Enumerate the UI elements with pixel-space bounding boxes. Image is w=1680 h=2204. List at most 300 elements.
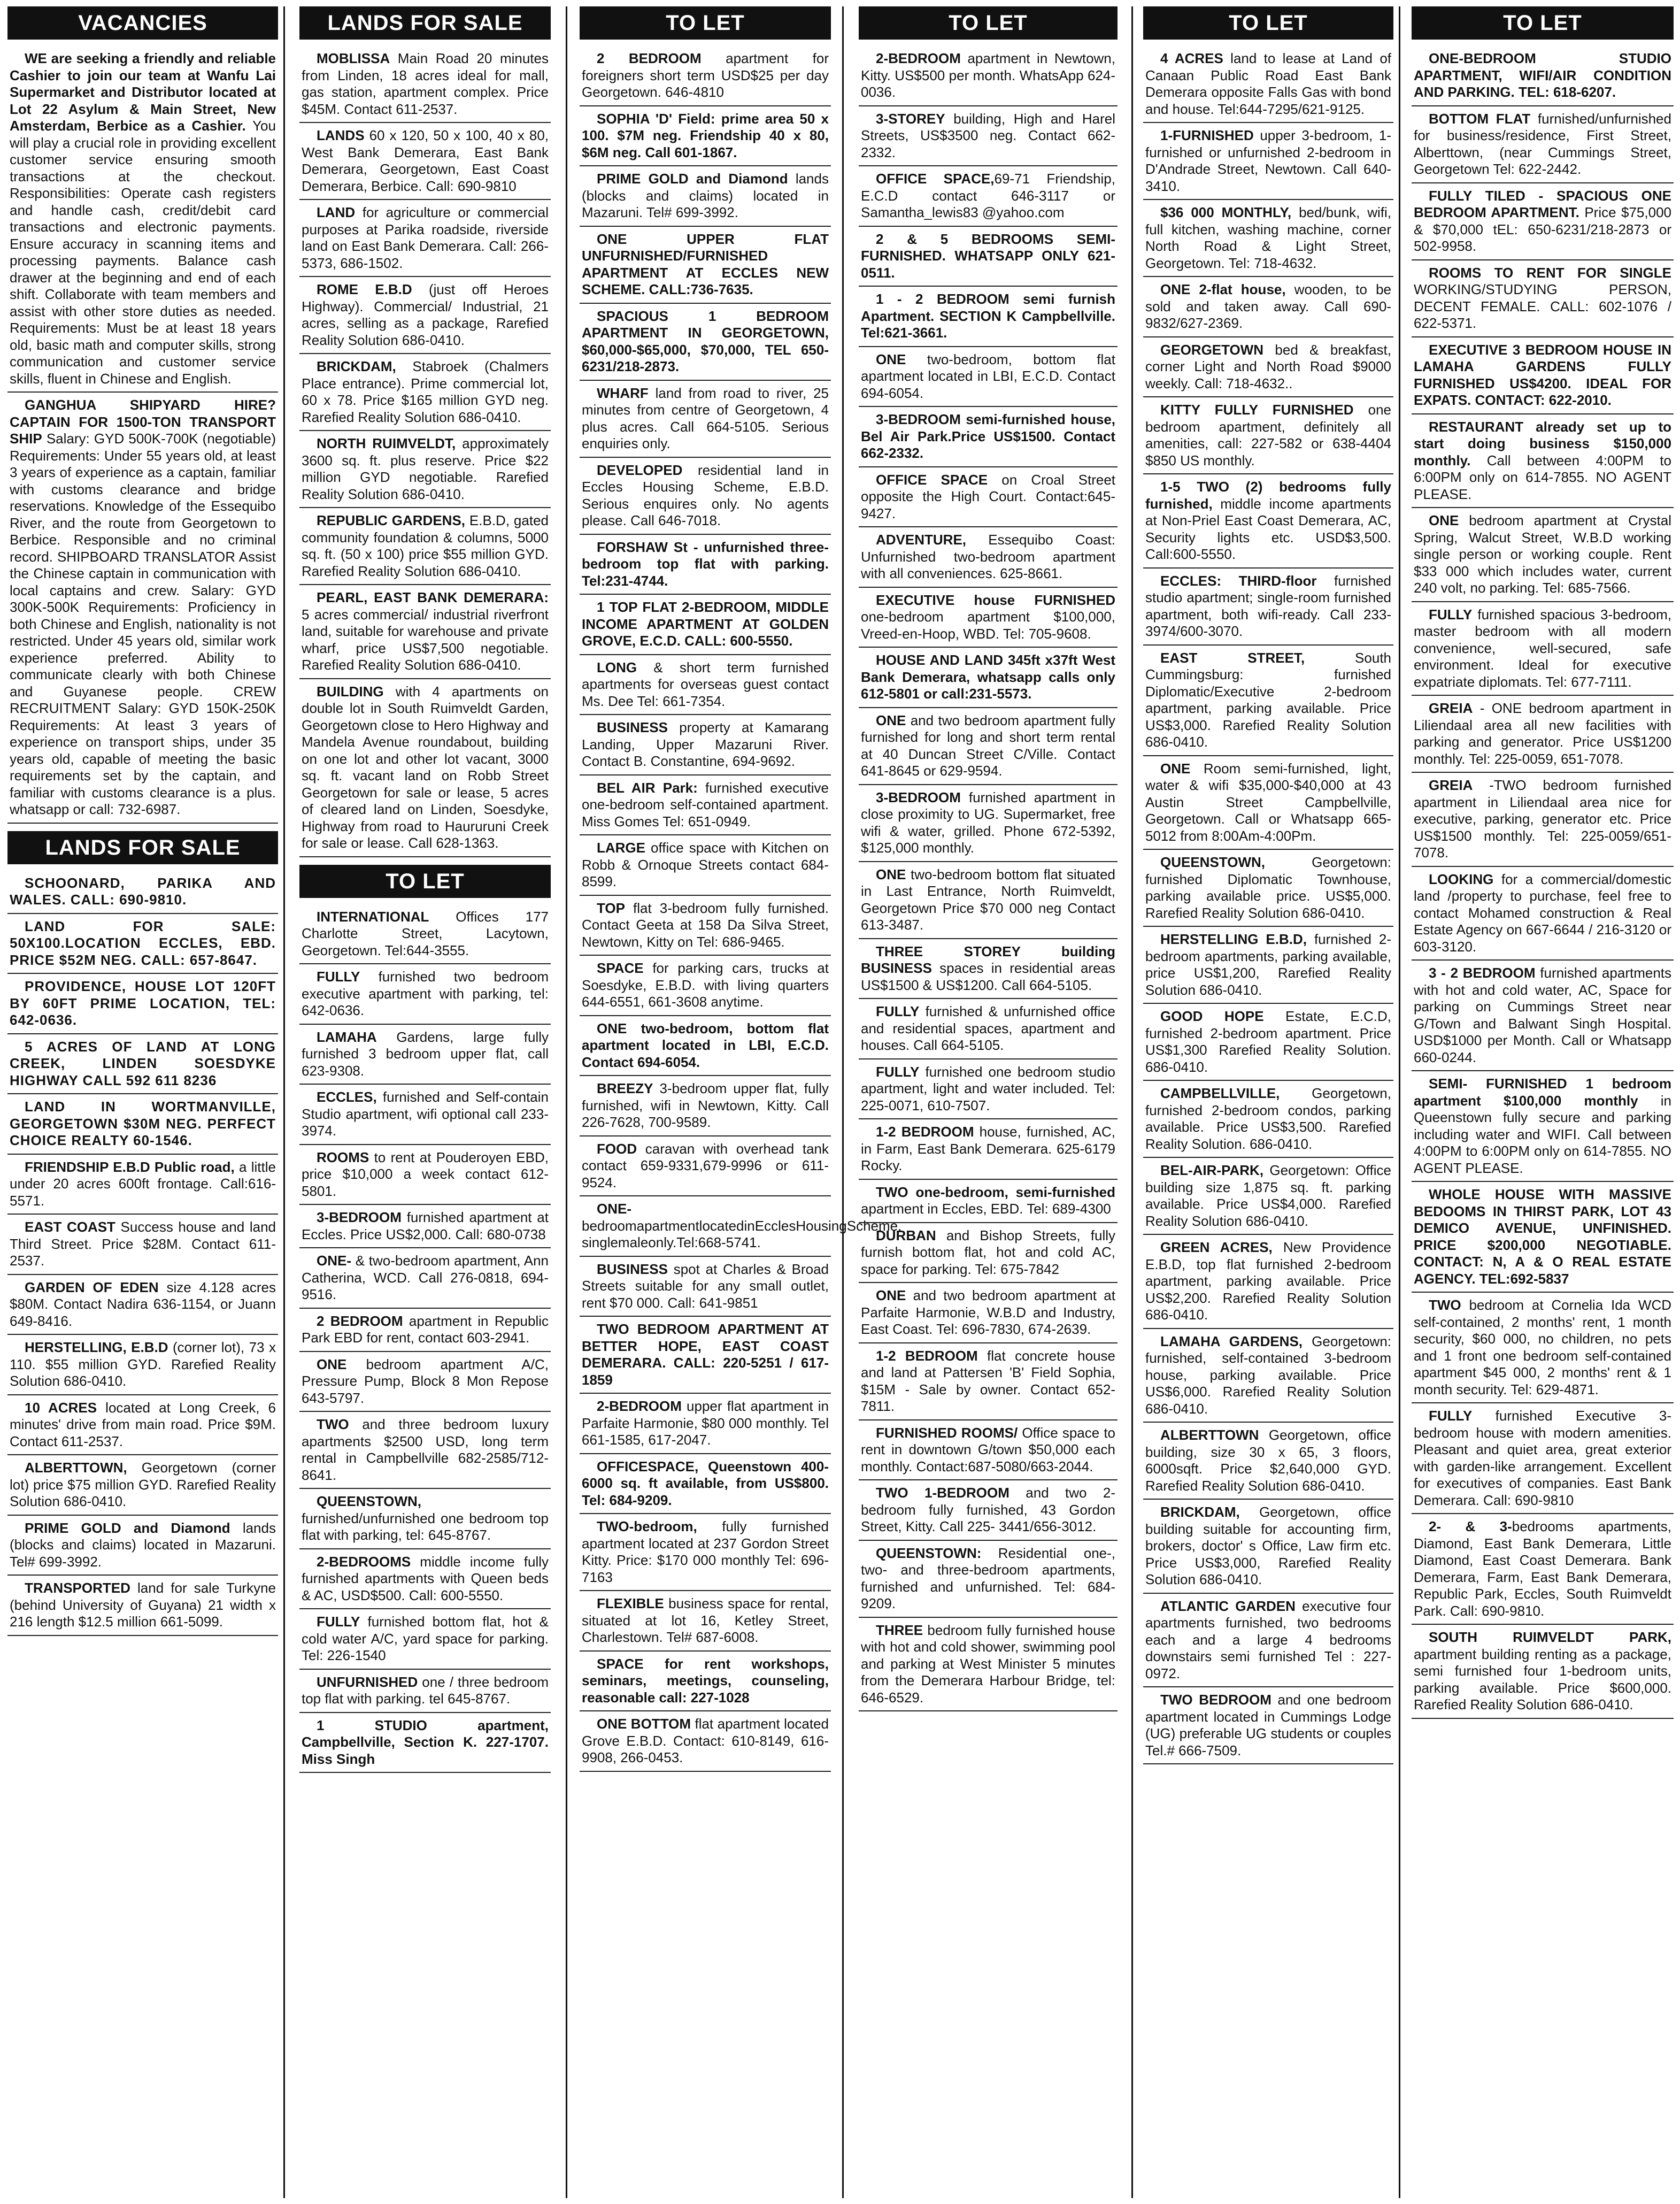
ad-lead: ONE — [317, 1356, 347, 1372]
classified-ad — [7, 871, 278, 914]
ad-lead: MOBLISSA — [317, 50, 390, 66]
classified-ad — [1412, 46, 1674, 106]
ad-lead: FURNISHED ROOMS/ — [876, 1424, 1018, 1441]
to-let-list — [1412, 46, 1674, 1719]
classified-ad — [859, 1541, 1118, 1618]
classified-ad — [7, 1455, 278, 1516]
ad-lead: ALBERTTOWN — [1160, 1427, 1259, 1443]
ad-text: and two 2-bedroom fully furnished, 43 Gordon Street, Kitty. Call 225- 3441/656-3012. — [861, 1485, 1115, 1534]
ad-lead: LAND — [317, 204, 356, 220]
ad-lead: BOTTOM FLAT — [1429, 110, 1531, 127]
ad-lead: FULLY TILED - SPACIOUS ONE BEDROOM APARTMENT. — [1414, 187, 1671, 220]
ad-text: SCHOONARD, PARIKA AND WALES. CALL: 690-9810. — [10, 874, 276, 908]
ad-lead: EAST COAST — [25, 1219, 115, 1235]
classified-ad — [1412, 337, 1674, 414]
ad-text: flat apartment located Grove E.B.D. Contact: 610-8149, 616-9908, 266-0453. — [582, 1716, 829, 1765]
ad-text: apartment for foreigners short term USD$25 per day Georgetown. 646-4810 — [582, 50, 829, 100]
ad-lead: SOPHIA 'D' Field: prime area 50 x 100. $7M neg. Friendship 40 x 80, $6M neg. Call 601-1867. — [582, 110, 829, 160]
classified-ad — [7, 1335, 278, 1395]
classified-ad — [299, 508, 551, 585]
ad-lead: FLEXIBLE — [597, 1595, 664, 1611]
ad-text: and three bedroom luxury apartments $2500 USD, long term rental in Campbellville 682-2585/712-8641. — [302, 1416, 549, 1483]
classified-ad — [7, 1094, 278, 1155]
classified-ad — [580, 956, 831, 1016]
ad-lead: 3-BEDROOM — [876, 789, 961, 805]
classified-ad — [1412, 867, 1674, 961]
classified-ad — [1412, 508, 1674, 602]
ad-text: bed/bunk, wifi, full kitchen, washing machine, corner North Road & Light Street, Georgetown. Tel: 718-4632. — [1145, 204, 1392, 271]
classified-ad — [299, 1670, 551, 1713]
column-to-let-3 — [1143, 6, 1393, 2199]
column-rule — [566, 6, 567, 2198]
ad-lead: 2 BEDROOM — [597, 50, 702, 66]
ad-text: Stabroek (Chalmers Place entrance). Prime commercial lot, 60 x 78. Price $165 million GYD neg. Rarefied Reality Solution 686-0410. — [302, 358, 549, 425]
ad-lead: ECCLES, — [317, 1089, 377, 1105]
classified-ad — [580, 381, 831, 458]
ad-text: 5 ACRES OF LAND AT LONG CREEK, LINDEN SOESDYKE HIGHWAY CALL 592 611 8236 — [10, 1038, 276, 1088]
ad-lead: THREE — [876, 1622, 923, 1638]
section-header-to-let: TO LET — [299, 865, 551, 898]
column-vacancies — [7, 6, 278, 2199]
ad-lead: WHARF — [597, 385, 649, 401]
classified-ad — [1143, 850, 1393, 927]
classified-ad — [7, 914, 278, 974]
classified-ad — [1143, 200, 1393, 277]
ad-lead: 2 & 5 BEDROOMS SEMI-FURNISHED. WHATSAPP ONLY 621-0511. — [861, 231, 1115, 281]
ad-lead: ONE two-bedroom, bottom flat apartment located in LBI, E.C.D. Contact 694-6054. — [582, 1020, 829, 1070]
ad-lead: ROOMS — [317, 1149, 369, 1165]
ad-text: Georgetown: furnished Diplomatic Townhouse, parking available price. US$5,000. Rarefied Reality Solution 686-0410. — [1145, 854, 1391, 921]
classified-ad — [7, 393, 278, 824]
ad-text: land from road to river, 25 minutes from centre of Georgetown, 4 plus acres. Call 664-5105. Serious enquiries only. — [582, 385, 829, 451]
vacancies-list — [7, 46, 278, 824]
ad-text: New Providence E.B.D, top flat furnished 2-bedroom apartment, parking available. Price US$2,200. Rarefied Reality Solution 686-0410. — [1145, 1239, 1391, 1323]
classified-ad — [580, 1317, 831, 1394]
ad-lead: TWO one-bedroom, semi-furnished — [876, 1184, 1115, 1200]
ad-text: Georgetown, office building, size 30 x 65, 3 floors, 6000sqft. Price $2,640,000 GYD. Rarefied Reality Solution 686-0410. — [1145, 1427, 1391, 1494]
ad-text: 3-bedroom upper flat, fully furnished, wifi in Newtown, Kitty. Call 226-7628, 700-9589. — [582, 1080, 829, 1130]
ad-lead: 10 ACRES — [25, 1399, 97, 1416]
ad-text: furnished apartment at Eccles. Price US$2,000. Call: 680-0738 — [302, 1209, 549, 1242]
ad-lead: EAST STREET, — [1160, 649, 1305, 666]
ad-lead: 1-2 BEDROOM — [876, 1347, 978, 1364]
ad-lead: TOP — [597, 900, 625, 916]
ad-text: furnished apartments with hot and cold water, AC, Space for parking on Cummings Street near G/Town and Balwant Singh Hospital. USD$1000 per Month. Call or Whatsapp 660-0244. — [1414, 965, 1671, 1065]
classified-ad — [299, 1412, 551, 1489]
classified-ad — [1143, 337, 1393, 398]
ad-lead: DEVELOPED — [597, 462, 683, 478]
ad-text: E.B.D, gated community foundation & columns, 5000 sq. ft. (50 x 100) price $55 million GYD. Rarefied Reality Solution 686-0410. — [302, 512, 549, 579]
classified-ad — [859, 648, 1118, 708]
column-rule — [842, 6, 844, 2198]
ad-lead: GREIA — [1429, 700, 1473, 716]
ad-text: LAND FOR SALE: 50X100.LOCATION ECCLES, EBD. PRICE $52M NEG. CALL: 657-8647. — [10, 918, 276, 968]
ad-lead: $36 000 MONTHLY, — [1160, 204, 1292, 220]
classified-ad — [1143, 474, 1393, 569]
ad-lead: BUSINESS — [597, 719, 668, 735]
classified-ad — [1412, 260, 1674, 337]
to-let-list — [1143, 46, 1393, 1764]
classified-ad — [580, 775, 831, 836]
ad-text: and two bedroom apartment fully furnished for long and short term rental at 40 Duncan Street C/Ville. Contact 641-8645 or 629-9594. — [861, 712, 1115, 779]
ad-lead: ROOMS TO RENT FOR SINGLE — [1429, 264, 1671, 281]
ad-text: (corner lot), 73 x 110. $55 million GYD. Rarefied Reality Solution 686-0410. — [10, 1339, 276, 1389]
classified-ad — [580, 896, 831, 956]
classified-ad — [7, 974, 278, 1034]
classified-ad — [580, 715, 831, 775]
classified-ad — [299, 1713, 551, 1773]
ad-text: Offices 177 Charlotte Street, Lacytown, Georgetown. Tel:644-3555. — [302, 908, 549, 958]
ad-lead: QUEENSTOWN: — [876, 1545, 982, 1561]
classified-ad — [1143, 1081, 1393, 1158]
classified-ad — [580, 595, 831, 655]
ad-lead: REPUBLIC GARDENS, — [317, 512, 466, 528]
classified-ad — [299, 1549, 551, 1610]
ad-text: apartment building renting as a package, semi furnished four 1-bedroom units, parking available. Price $600,000. Rarefied Reality Solution 686-0410. — [1414, 1646, 1671, 1712]
classified-ad — [1412, 961, 1674, 1071]
classified-ad — [299, 679, 551, 857]
classified-ad — [580, 835, 831, 896]
ad-lead: ONE- — [597, 1201, 631, 1217]
classified-ad — [299, 431, 551, 508]
classified-ad — [1412, 106, 1674, 183]
classified-ad — [580, 1454, 831, 1515]
ad-lead: ONE — [876, 866, 906, 882]
ad-lead: ONE — [1160, 760, 1191, 777]
ad-lead: LANDS — [317, 127, 365, 143]
ad-text: to rent at Pouderoyen EBD, price $10,000 a week contact 612-5801. — [302, 1149, 549, 1199]
column-rule — [283, 6, 285, 2198]
classified-ad — [859, 166, 1118, 227]
classified-ad — [1143, 1594, 1393, 1688]
ad-lead: TWO 1-BEDROOM — [876, 1485, 1009, 1501]
ad-lead: ADVENTURE, — [876, 532, 967, 548]
ad-lead: INTERNATIONAL — [317, 908, 429, 925]
ad-text: bedrooms apartments, Diamond, East Bank Demerara, Little Diamond, East Coast Demerara. Bank Demerara, Farm, East Bank Demerara, Republic Park, Eccles, South Ruimveldt Park. Call: 690-9810. — [1414, 1518, 1671, 1619]
classified-ad — [1143, 756, 1393, 850]
classified-ad — [580, 304, 831, 381]
classified-ad — [1412, 602, 1674, 696]
section-header-to-let: TO LET — [1143, 6, 1393, 40]
classified-ad — [1412, 183, 1674, 260]
ad-text: approximately 3600 sq. ft. plus reserve. Price $22 million GYD negotiable. Rarefied Reality Solution 686-0410. — [302, 435, 549, 502]
ad-lead: KITTY FULLY FURNISHED — [1160, 402, 1354, 418]
section-header-to-let: TO LET — [580, 6, 831, 40]
column-rule — [1399, 6, 1400, 2198]
ad-lead: ONE- — [317, 1253, 351, 1269]
ad-text: office space with Kitchen on Robb & Ornoque Streets contact 684-8599. — [582, 840, 829, 889]
ad-lead: UNFURNISHED — [317, 1673, 418, 1690]
classified-ad — [580, 1016, 831, 1077]
classified-ad — [859, 46, 1118, 106]
classified-ad — [1412, 1514, 1674, 1625]
ad-lead: NORTH RUIMVELDT, — [317, 435, 456, 451]
ad-text: 60 x 120, 50 x 100, 40 x 80, West Bank Demerara, East Bank Demerara, Georgetown, East Coast Demerara, Berbice. Call: 690-9810 — [302, 127, 549, 194]
ad-text: property at Kamarang Landing, Upper Mazaruni River. Contact B. Constantine, 694-9692. — [582, 719, 829, 769]
ad-lead: HOUSE AND LAND 345ft x37ft West Bank Demerara, whatsapp calls only 612-5801 or call:231-5573. — [861, 652, 1115, 702]
ad-lead: PEARL, EAST BANK DEMERARA: — [317, 589, 549, 605]
classified-ad — [299, 1489, 551, 1549]
ad-text: LAND IN WORTMANVILLE, GEORGETOWN $30M NEG. PERFECT CHOICE REALTY 60-1546. — [10, 1099, 276, 1148]
classified-ad — [580, 655, 831, 716]
ad-text: residential land in Eccles Housing Scheme, E.B.D. Serious enquires only. No agents please. Call 646-7018. — [582, 462, 829, 528]
classified-ad — [580, 1652, 831, 1712]
ad-lead: 3-BEDROOM semi-furnished house, Bel Air Park.Price US$1500. Contact 662-2332. — [861, 411, 1115, 461]
classified-ad — [580, 1591, 831, 1652]
ad-text: one-bedroom apartment $100,000, Vreed-en-Hoop, WBD. Tel: 705-9608. — [861, 609, 1115, 642]
ad-lead: EXECUTIVE house FURNISHED — [876, 592, 1115, 608]
ad-text: bedroom fully furnished house with hot and cold shower, swimming pool and parking at West Minister 5 minutes from the Demerara Harbour Bridge, tel: 646-6529. — [861, 1622, 1115, 1706]
ad-text: and one bedroom apartment located in Cummings Lodge (UG) preferable UG students or couples Tel.# 666-7509. — [1145, 1692, 1392, 1758]
ad-lead: 3-BEDROOM — [317, 1209, 402, 1225]
ad-lead: ONE UPPER FLAT UNFURNISHED/FURNISHED APARTMENT AT ECCLES NEW SCHEME. CALL:736-7635. — [582, 231, 829, 297]
classified-ad — [1143, 1329, 1393, 1423]
ad-lead: ECCLES: THIRD-floor — [1160, 572, 1317, 589]
ad-lead: ALBERTTOWN, — [25, 1460, 127, 1476]
ad-text: business space for rental, situated at lot 16, Ketley Street, Charlestown. Tel# 687-6008. — [582, 1595, 829, 1645]
ad-text: apartment in Republic Park EBD for rent, contact 603-2941. — [302, 1312, 549, 1346]
ad-text: for agriculture or commercial purposes at Parika roadside, riverside land on East Bank Demerara. Call: 266-5373, 686-1502. — [302, 204, 549, 271]
ad-text: Price $75,000 & $70,000 tEL: 650-6231/218-2873 or 502-9958. — [1414, 204, 1671, 254]
ad-lead: THREE STOREY building BUSINESS — [861, 943, 1115, 976]
ad-text: bedroom apartment at Crystal Spring, Walcut Street, W.B.D working single person or working couple. Rent $33 000 which includes water, current 240 volt, no parking. Tel: 685-7566. — [1414, 512, 1671, 596]
classified-ad — [859, 287, 1118, 347]
ad-lead: GEORGETOWN — [1160, 341, 1264, 358]
ad-text: Room semi-furnished, light, water & wifi $35,000-$40,000 at 43 Austin Street Campbellville, Georgetown. Call or Whatsapp 665-5012 from 8:00Am-4:00Pm. — [1145, 760, 1391, 844]
ad-text: upper flat apartment in Parfaite Harmonie, $80 000 monthly. Tel 661-1585, 617-2047. — [582, 1398, 829, 1448]
ad-lead: WHOLE HOUSE WITH MASSIVE BEDOOMS IN THIRST PARK, LOT 43 DEMICO AVENUE, UNFINISHED. PRICE $200,000 NEGOTIABLE. CONTACT: N, A & O REAL ESTATE AGENCY. TEL:692-5837 — [1414, 1186, 1671, 1287]
classified-ad — [1143, 1158, 1393, 1235]
ad-lead: TWO — [317, 1416, 349, 1432]
classified-ad — [299, 1609, 551, 1670]
classified-ad — [7, 1395, 278, 1456]
classified-ad — [859, 1223, 1118, 1284]
ad-text: and Bishop Streets, fully furnish bottom flat, hot and cold AC, space for parking. Tel: 675-7842 — [861, 1227, 1115, 1277]
ad-text: for parking cars, trucks at Soesdyke, E.B.D. with living quarters 644-6551, 661-3608 anytime. — [582, 960, 829, 1010]
ad-text: Estate, E.C.D, furnished 2-bedroom apartment. Price US$1,300 Rarefied Reality Solution. 686-0410. — [1145, 1008, 1391, 1075]
ad-lead: EXECUTIVE 3 BEDROOM HOUSE IN LAMAHA GARDENS FULLY FURNISHED US$4200. IDEAL FOR EXPATS. CONTACT: 622-2010. — [1414, 341, 1671, 408]
ad-text: furnished bottom flat, hot & cold water A/C, yard space for parking. Tel: 226-1540 — [302, 1614, 549, 1663]
ad-text: furnished/unfurnished one bedroom top flat with parking, tel: 645-8767. — [302, 1510, 549, 1543]
classified-ad — [1143, 1423, 1393, 1500]
ad-lead: SPACIOUS 1 BEDROOM APARTMENT IN GEORGETOWN, $60,000-$65,000, $70,000, TEL 650-6231/218-2873. — [582, 308, 829, 374]
ad-text: 69-71 Friendship, E.C.D contact 646-3117 or Samantha_lewis83 @yahoo.com — [861, 171, 1115, 220]
ad-text: fully furnished apartment located at 237 Gordon Street Kitty. Price: $170 000 monthly Tel: 696-7163 — [582, 1518, 829, 1585]
classified-ad — [299, 1025, 551, 1085]
classified-ad — [859, 227, 1118, 287]
column-to-let-2 — [859, 6, 1118, 2199]
ad-lead: ROME E.B.D — [317, 281, 412, 297]
classified-ad — [859, 1180, 1118, 1223]
ad-text: one bedroom apartment, definitely all amenities, call: 227-582 or 638-4404 $850 US monthly. — [1145, 402, 1391, 469]
ad-lead: SEMI- FURNISHED 1 bedroom apartment $100,000 monthly — [1414, 1076, 1671, 1109]
classified-ad — [299, 123, 551, 200]
ad-text: upper 3-bedroom, 1-furnished or unfurnished 2-bedroom in D'Andrade Street, Newtown. Call 640-3410. — [1145, 127, 1391, 194]
classified-ad — [1143, 927, 1393, 1004]
classified-ad — [7, 1275, 278, 1335]
classified-ad — [299, 46, 551, 123]
ad-lead: OFFICESPACE, Queenstown 400-6000 sq. ft available, from US$800. Tel: 684-9209. — [582, 1458, 829, 1508]
ad-text: Georgetown, office building suitable for accounting firm, brokers, doctor' s Office, Law firm etc. Price US$3,000, Rarefied Reality Solution 686-0410. — [1145, 1504, 1391, 1587]
ad-text: apartment in Newtown, Kitty. US$500 per month. WhatsApp 624-0036. — [861, 50, 1115, 100]
ad-lead: ATLANTIC GARDEN — [1160, 1598, 1296, 1614]
ad-text: building, High and Harel Streets, US$3500 neg. Contact 662-2332. — [861, 110, 1115, 160]
classified-ad — [1143, 1235, 1393, 1329]
ad-lead: ONE-BEDROOM STUDIO APARTMENT, WIFI/AIR CONDITION AND PARKING. TEL: 618-6207. — [1414, 50, 1671, 100]
ad-lead: ONE BOTTOM — [597, 1716, 691, 1732]
ad-text: 5 acres commercial/ industrial riverfront land, suitable for warehouse and private wharf, price US$7,500 negotiable. Rarefied Reality Solution 686-0410. — [302, 606, 549, 673]
ad-text: with 4 apartments on double lot in South Ruimveldt Garden, Georgetown close to Hero Highway and Mandela Avenue roundabout, building on one lot and other lot vacant, 3000 sq. ft. vacant land on Robb Street Georgetown for sale or lease, 5 acres of cleared land on Linden, Soesdyke, Highway from road to Haururuni Creek for sale or lease. Call 628-1363. — [302, 683, 549, 851]
ad-lead: ONE — [876, 1287, 906, 1303]
ad-text: caravan with overhead tank contact 659-9331,679-9996 or 611-9524. — [582, 1140, 829, 1191]
ad-lead: SPACE for rent workshops, seminars, meetings, counseling, reasonable call: 227-1028 — [582, 1655, 829, 1706]
ad-lead: TWO-bedroom, — [597, 1518, 697, 1534]
ad-text: bedroomapartmentlocatedinEcclesHousingScheme. singlemaleonly.Tel:668-5741. — [582, 1217, 902, 1250]
ad-lead: GREIA — [1429, 777, 1473, 793]
ad-lead: FOOD — [597, 1140, 637, 1157]
ad-lead: 1 TOP FLAT 2-BEDROOM, MIDDLE INCOME APARTMENT AT GOLDEN GROVE, E.C.D. CALL: 600-5550. — [582, 599, 829, 649]
classified-ad — [1143, 277, 1393, 337]
ad-lead: 1 - 2 BEDROOM semi furnish Apartment. SECTION K Campbellville. Tel:621-3661. — [861, 291, 1115, 341]
classified-ad — [859, 588, 1118, 648]
to-let-list — [859, 46, 1118, 1711]
classified-ad — [7, 1034, 278, 1095]
lands-list — [299, 46, 551, 857]
classified-ad — [859, 1343, 1118, 1420]
ad-lead: GANGHUA SHIPYARD HIRE? CAPTAIN FOR 1500-TON TRANSPORT SHIP — [10, 397, 276, 447]
classified-ad — [859, 1420, 1118, 1481]
column-to-let-4 — [1412, 6, 1674, 2199]
classified-ad — [1412, 1071, 1674, 1182]
ad-text: -TWO bedroom furnished apartment in Liliendaal area nice for executive, parking, generator etc. Price US$1500 monthly. Tel: 225-0059/651-7078. — [1414, 777, 1671, 861]
ad-lead: BUSINESS — [597, 1261, 668, 1277]
ad-lead: 1-5 TWO (2) bedrooms fully furnished, — [1145, 479, 1391, 512]
ad-lead: ONE — [1429, 512, 1459, 528]
ad-text: in Queenstown fully secure and parking including water and WIFI. Call between 4:00PM to 6:00PM only on 614-7855. NO AGENT PLEASE. — [1414, 1092, 1671, 1176]
column-lands-for-sale — [299, 6, 551, 2199]
classified-ad — [859, 708, 1118, 785]
ad-text: wooden, to be sold and taken away. Call 690-9832/627-2369. — [1145, 281, 1391, 331]
ad-text: middle income apartments at Non-Priel East Coast Demerara, AC, Security lights etc. USD$3,500. Call:600-5550. — [1145, 495, 1391, 562]
ad-lead: 3-STOREY — [876, 110, 945, 127]
classified-ad — [299, 1309, 551, 1352]
classified-ad — [859, 862, 1118, 939]
ad-text: two-bedroom bottom flat situated in Last Entrance, North Ruimveldt, Georgetown Price $70 000 neg Contact 613-3487. — [861, 866, 1115, 933]
ad-text: furnished spacious 3-bedroom, master bedroom with all modern convenience, well-secured, safe environment. Ideal for executive expatriate diplomats. Tel: 677-7111. — [1414, 606, 1671, 690]
ad-lead: LOOKING — [1429, 871, 1494, 887]
ad-lead: 2 BEDROOM — [317, 1312, 403, 1329]
ad-text: Success house and land Third Street. Price $28M. Contact 611-2537. — [10, 1219, 276, 1269]
classified-ad — [580, 106, 831, 167]
classified-ad — [299, 1085, 551, 1145]
ad-lead: WE are seeking a friendly and reliable Cashier to join our team at Wanfu Lai Supermarket and Distributor located at Lot 22 Asylum & Main Street, New Amsterdam, Berbice as a Cashier. — [10, 50, 276, 134]
classified-ad — [580, 227, 831, 304]
ad-text: furnished one bedroom studio apartment, light and water included. Tel: 225-0071, 610-7507. — [861, 1063, 1115, 1113]
classified-ad — [299, 1145, 551, 1205]
ad-text: furnished apartment in close proximity to UG. Supermarket, free wifi & water, grilled. Phone 672-5392, $125,000 monthly. — [861, 789, 1115, 856]
classified-ad — [580, 1136, 831, 1197]
to-let-list — [299, 904, 551, 1773]
ad-lead: BRICKDAM, — [1160, 1504, 1240, 1520]
ad-text: You will play a crucial role in providing excellent customer service ensuring smooth transactions at the checkout. Responsibilities: Operate cash registers and handle cash, credit/debit card transactions and electronic payments. Ensure accuracy in scanning items and processing payments. Balance cash drawer at the beginning and end of each shift. Collaborate with team members and assist with other store duties as needed. Requirements: Must be at least 18 years old, basic math and computer skills, strong communication and customer service skills, fluent in Chinese and English. — [10, 118, 276, 387]
ad-text: apartment in Eccles, EBD. Tel: 689-4300 — [861, 1201, 1111, 1217]
ad-text: Georgetown (corner lot) price $75 million GYD. Rarefied Reality Solution 686-0410. — [10, 1460, 276, 1509]
ad-lead: FULLY — [317, 1614, 360, 1630]
ad-text: Essequibo Coast: Unfurnished two-bedroom apartment with all conveniences. 625-8661. — [861, 532, 1115, 581]
ad-lead: 4 ACRES — [1160, 50, 1223, 66]
ad-lead: PRIME GOLD and Diamond — [597, 171, 788, 187]
ad-text: Residential one-, two- and three-bedroom apartments, furnished and unfurnished. Tel: 684-9209. — [861, 1545, 1115, 1611]
ad-text: Office space to rent in downtown G/town $50,000 each monthly. Contact:687-5080/663-2044. — [861, 1424, 1116, 1475]
classified-ad — [859, 1119, 1118, 1180]
ad-text: for a commercial/domestic land /property to purchase, feel free to contact Mohamed construction & Real Estate Agency on 667-6644 / 216-3120 or 603-3120. — [1414, 871, 1671, 955]
classified-ad — [580, 1196, 902, 1257]
ad-text: PROVIDENCE, HOUSE LOT 120FT BY 60FT PRIME LOCATION, TEL: 642-0636. — [10, 978, 276, 1028]
classified-ad — [1412, 414, 1674, 509]
section-header-to-let: TO LET — [859, 6, 1118, 40]
column-to-let-1 — [580, 6, 902, 2199]
classified-ad — [299, 1352, 551, 1412]
ad-text: bedroom apartment A/C, Pressure Pump, Block 8 Mon Repose 643-5797. — [302, 1356, 549, 1406]
ad-lead: DURBAN — [876, 1227, 936, 1243]
classified-ad — [859, 467, 1118, 528]
ad-lead: OFFICE SPACE, — [876, 171, 995, 187]
classified-ad — [7, 1516, 278, 1576]
ad-text: furnished/unfurnished for business/residence, First Street, Alberttown, (near Cummings Street, Georgetown Tel: 622-2442. — [1414, 110, 1671, 177]
ad-lead: HERSTELLING E.B.D, — [1160, 931, 1307, 947]
ad-text: land to lease at Land of Canaan Public Road East Bank Demerara opposite Falls Gas with bond and house. Tel:644-7295/621-9125. — [1145, 50, 1392, 117]
classified-ad — [1412, 1625, 1674, 1719]
ad-text: WORKING/STUDYING PERSON, DECENT FEMALE. CALL: 602-1076 / 622-5371. — [1414, 281, 1671, 331]
classified-ad — [580, 1711, 831, 1772]
section-header-lands-for-sale: LANDS FOR SALE — [299, 6, 551, 40]
ad-lead: BUILDING — [317, 683, 384, 700]
classified-ad — [299, 1205, 551, 1248]
ad-text: furnished two bedroom executive apartment with parking, tel: 642-0636. — [302, 969, 549, 1018]
ad-text: furnished & unfurnished office and residential spaces, apartment and houses. Call 664-5105. — [861, 1003, 1115, 1053]
ad-text: land for sale Turkyne (behind University of Guyana) 21 width x 216 length $12.5 million 661-5099. — [10, 1580, 276, 1630]
ad-lead: 1 STUDIO apartment, Campbellville, Section K. 227-1707. Miss Singh — [302, 1717, 549, 1767]
classified-ad — [299, 277, 551, 354]
classified-ad — [580, 458, 831, 535]
ad-lead: HERSTELLING, E.B.D — [25, 1339, 168, 1355]
classified-ad — [1412, 773, 1674, 867]
ad-text: and two bedroom apartment at Parfaite Harmonie, W.B.D and Industry, East Coast. Tel: 696-7830, 674-2639. — [861, 1287, 1115, 1337]
ad-text: bed & breakfast, corner Light and North Road $9000 weekly. Call: 718-4632.. — [1145, 341, 1391, 391]
classified-ad — [859, 1480, 1118, 1541]
ad-text: lands (blocks and claims) located in Mazaruni. Tel# 699-3992. — [582, 171, 829, 220]
classified-ad — [299, 354, 551, 431]
ad-lead: SOUTH RUIMVELDT PARK, — [1429, 1629, 1671, 1645]
ad-lead: FULLY — [1429, 606, 1473, 623]
ad-text: & two-bedroom apartment, Ann Catherina, WCD. Call 276-0818, 694-9516. — [302, 1253, 549, 1302]
classified-ad — [299, 200, 551, 277]
ad-text: - ONE bedroom apartment in Liliendaal area all new facilities with parking and generator. Price US$1200 monthly. Tel: 225-0059, 651-7078. — [1414, 700, 1671, 767]
ad-lead: OFFICE SPACE — [876, 471, 988, 488]
ad-text: middle income fully furnished apartments with Queen beds & AC, USD$500. Call: 600-5550. — [302, 1553, 549, 1603]
ad-text: spaces in residential areas US$1500 & US$1200. Call 664-5105. — [861, 960, 1115, 993]
ad-lead: TWO — [1429, 1297, 1461, 1313]
classified-ad — [1143, 397, 1393, 474]
section-header-vacancies: VACANCIES — [7, 6, 278, 40]
lands-list — [7, 871, 278, 1636]
ad-text: on Croal Street opposite the High Court. Contact:645-9427. — [861, 471, 1116, 521]
ad-lead: SPACE — [597, 960, 644, 976]
ad-lead: BEL AIR Park: — [597, 779, 698, 796]
ad-text: a little under 20 acres 600ft frontage. Call:616-5571. — [10, 1158, 276, 1209]
classified-ad — [1143, 1500, 1393, 1594]
classified-ad — [299, 964, 551, 1025]
